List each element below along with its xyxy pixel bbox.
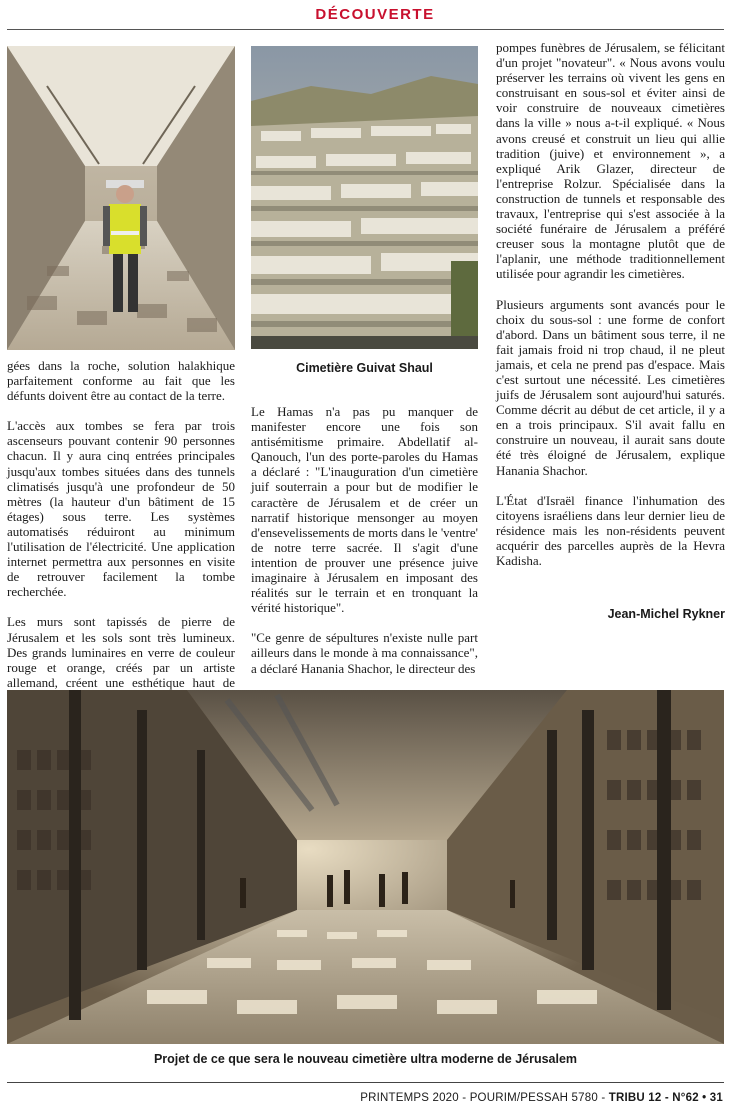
column3-paragraph-1: pompes funèbres de Jérusalem, se félicitant d'un projet "novateur". « Nous avons voulu préserver les terrains où vivent les gens en construisant en sous-sol et éviter ainsi de voir construire de nouveaux cimetières dans la ville » nous a-t-il expliqué. « Nous avons creusé et construit un lieu qui allie tradition (juive) et environnement », a expliqué Arik Glazer, directeur de l'entreprise Rolzur. Spécialisée dans la construction de tunnels et responsable des travaux, l'entreprise qui s'est associée à la société funéraire de Jérusalem a préféré creuser sous la montagne plutôt que de l'aplanir, une méthode traditionnellement utilisée pour agrandir les cimetières. [496,40,725,282]
column2-paragraph-2: "Ce genre de sépultures n'existe nulle part ailleurs dans le monde à ma connaissance", a déclaré Hanania Shachor, le directeur des [251,630,478,676]
column1-paragraph-2: L'accès aux tombes se fera par trois ascenseurs pouvant contenir 90 personnes chacun. Il y aura cinq entrées principales jusqu'aux tombes situées dans des tunnels climatisés jusqu'à une profondeur de 50 mètres (la hauteur d'un bâtiment de 15 étages) sous terre. Les systèmes automatisés réduiront au minimum l'utilisation de l'électricité. Une application internet permettra aux personnes en visite de retrouver facilement la tombe recherchée. [7,418,235,600]
column1-paragraph-1: gées dans la roche, solution halakhique parfaitement conforme au fait que les défunts doivent être au contact de la terre. [7,358,235,404]
cemetery-caption: Cimetière Guivat Shaul [296,361,433,375]
section-title: DÉCOUVERTE [315,6,435,23]
footer-magazine: TRIBU 12 - N°62 • 31 [608,1092,723,1104]
footer-divider [7,1082,724,1083]
column3-paragraph-2: Plusieurs arguments sont avancés pour le choix du sous-sol : une forme de confort d'abord. Dans un bâtiment sous terre, il ne fait jamais froid ni trop chaud, il ne pleut jamais, et cela ne prend pas d'espace. Mais c'est surtout une nécessité. Les cimetières juifs de Jérusalem sont aujourd'hui saturés. Comme décrit au début de cet article, il y a en a trois principaux. S'il avait fallu en construire un nouveau, il aurait sans doute été très éloigné de Jérusalem, explique Hanania Shachor. [496,296,725,478]
footer-issue: PRINTEMPS 2020 - POURIM/PESSAH 5780 - [360,1092,609,1104]
column3-paragraph-3: L'État d'Israël finance l'inhumation des citoyens israéliens dans leur dernier lieu de résidence mais les non-résidents peuvent acquérir des parcelles auprès de la Hevra Kadisha. [496,492,725,568]
page-footer [360,1092,723,1104]
article-column-2 [251,404,478,691]
cemetery-rendering [7,690,724,1044]
column1-paragraph-3: Les murs sont tapissés de pierre de Jérusalem et les sols sont très lumineux. Des grands luminaires en verre de couleur rouge et orange, créés par un artiste allemand, créent une esthétique haut de [7,614,235,690]
tunnel-worker-photo [7,46,235,350]
cemetery-photo [251,46,478,349]
article-column-1 [7,358,235,720]
author-signature: Jean-Michel Rykner [607,607,725,621]
column2-paragraph-1: Le Hamas n'a pas pu manquer de manifester encore une fois son antisémitisme primaire. Abdellatif al-Qanouch, l'un des porte-paroles du Hamas a déclaré : "L'inauguration d'un cimetière juif souterrain a pour but de modifier le caractère de Jérusalem et de créer un narratif historique mensonger au moyen d'ensevelissements de morts dans le 'ventre' de notre terre sacrée. Il s'agit d'une intention de prouver une présence juive imaginaire à Jérusalem en imposant des réalités sur le terrain et en tronquant la vérité historique". [251,404,478,616]
article-column-3 [496,40,725,581]
rendering-caption: Projet de ce que sera le nouveau cimetière ultra moderne de Jérusalem [153,1052,578,1066]
header-divider [7,29,724,30]
